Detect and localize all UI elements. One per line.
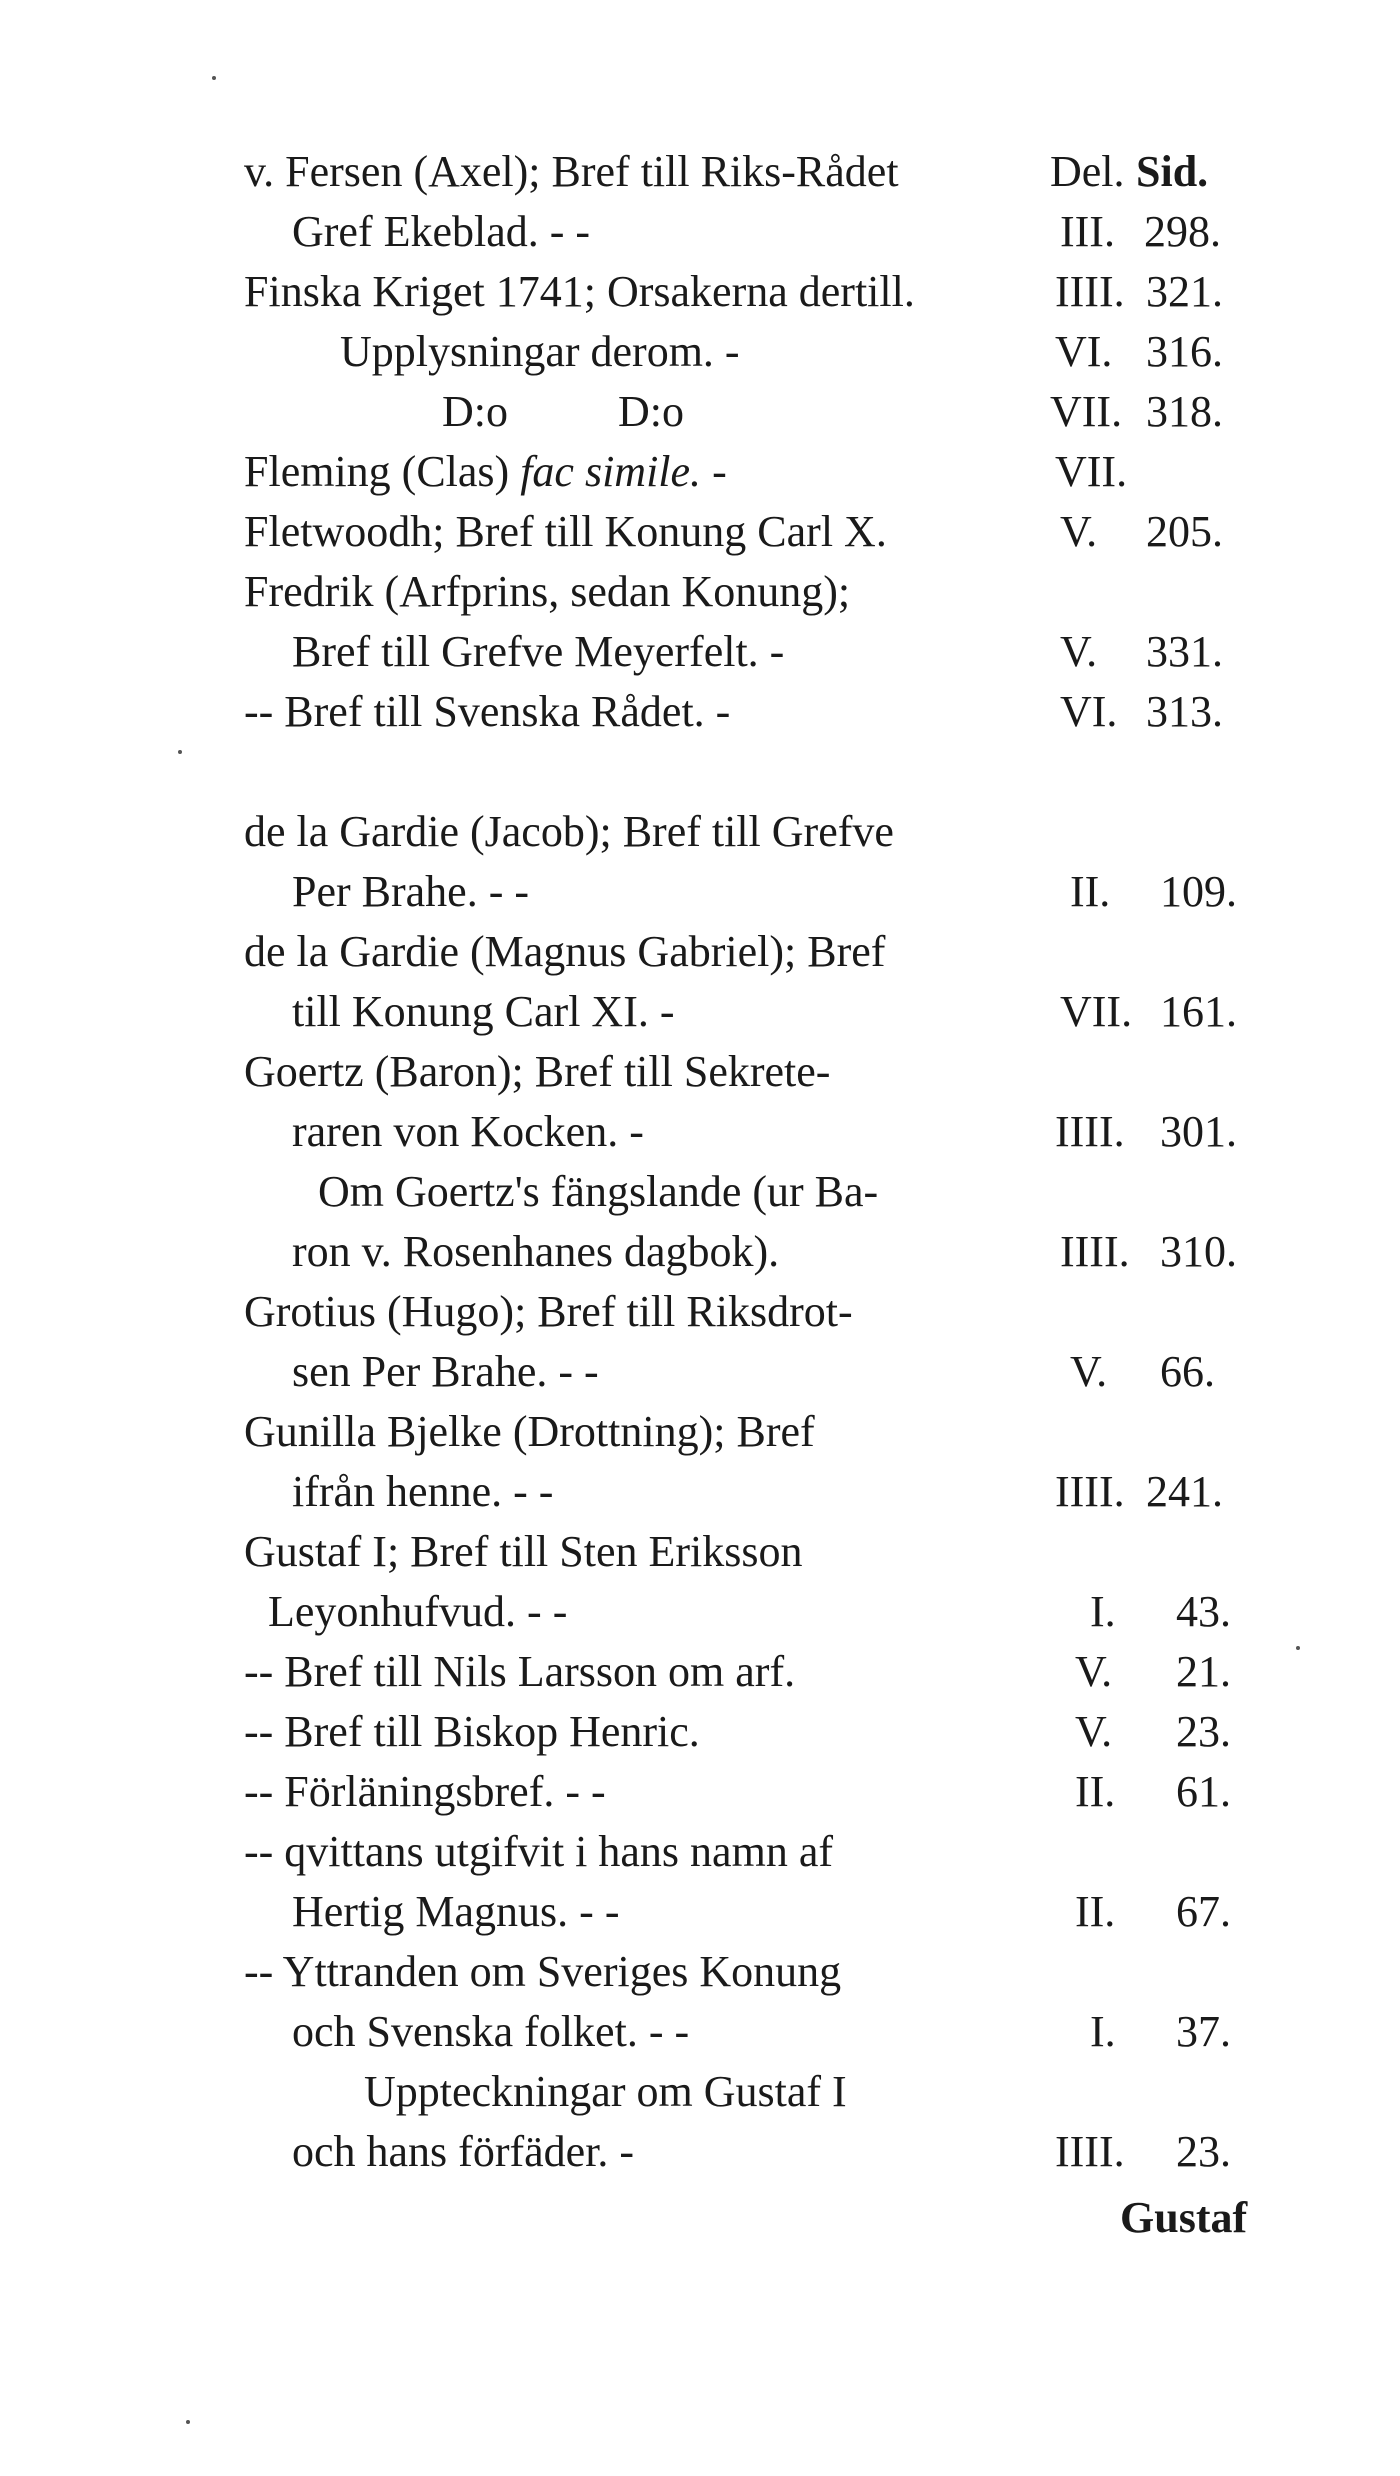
index-entry: [0, 142, 1400, 202]
column-header-del: Del.: [1050, 147, 1125, 196]
entry-text: raren von Kocken. -: [292, 1107, 644, 1156]
index-entry: [0, 2122, 1400, 2182]
catchword: Gustaf: [1120, 2193, 1248, 2242]
entry-text: ifrån henne. - -: [292, 1467, 554, 1516]
index-entry: [0, 1942, 1400, 2002]
index-entry: [0, 1342, 1400, 1402]
index-entry: [0, 1882, 1400, 1942]
entry-volume: V.: [1075, 1647, 1113, 1696]
entry-text: -- Yttranden om Sveriges Konung: [244, 1947, 842, 1996]
entry-text: de la Gardie (Magnus Gabriel); Bref: [244, 927, 886, 976]
entry-text: -- qvittans utgifvit i hans namn af: [244, 1827, 833, 1876]
entry-page: 109.: [1160, 867, 1237, 916]
entry-volume: IIII.: [1055, 1467, 1125, 1516]
index-entry: [0, 1162, 1400, 1222]
entry-volume: III.: [1060, 207, 1115, 256]
entry-page: 321.: [1146, 267, 1223, 316]
entry-page: 37.: [1176, 2007, 1231, 2056]
entry-page: 316.: [1146, 327, 1223, 376]
entry-page: 298.: [1144, 207, 1221, 256]
entry-text: Om Goertz's fängslande (ur Ba-: [318, 1167, 879, 1216]
entry-volume: V.: [1060, 627, 1098, 676]
index-entry: [0, 262, 1400, 322]
entry-volume: II.: [1070, 867, 1111, 916]
entry-text: Bref till Grefve Meyerfelt. -: [292, 627, 785, 676]
entry-text: Upplysningar derom. -: [340, 327, 740, 376]
entry-page: 66.: [1160, 1347, 1215, 1396]
column-header-sid: Sid.: [1136, 147, 1209, 196]
index-entry: [0, 922, 1400, 982]
index-entry: [0, 1462, 1400, 1522]
entry-text: v. Fersen (Axel); Bref till Riks-Rådet: [244, 147, 899, 196]
index-entry: [0, 622, 1400, 682]
entry-volume: VI.: [1055, 327, 1113, 376]
entry-text: Gustaf I; Bref till Sten Eriksson: [244, 1527, 803, 1576]
index-entry: [0, 862, 1400, 922]
index-entry: [0, 1102, 1400, 1162]
entry-page: 61.: [1176, 1767, 1231, 1816]
paper-speck: [1296, 1646, 1300, 1650]
index-entry: [0, 382, 1400, 442]
entry-text: ron v. Rosenhanes dagbok).: [292, 1227, 780, 1276]
index-entry: [0, 1702, 1400, 1762]
entry-volume: VI.: [1060, 687, 1118, 736]
index-entry: [0, 442, 1400, 502]
index-entry: [0, 982, 1400, 1042]
entry-text: Goertz (Baron); Bref till Sekrete-: [244, 1047, 831, 1096]
index-entry: [0, 1042, 1400, 1102]
entry-text: Fleming (Clas) fac simile. -: [244, 447, 727, 496]
entry-text: Uppteckningar om Gustaf I: [364, 2067, 847, 2116]
entry-page: 21.: [1176, 1647, 1231, 1696]
entry-page: 161.: [1160, 987, 1237, 1036]
entry-page: 23.: [1176, 1707, 1231, 1756]
index-entry: [0, 502, 1400, 562]
index-entry: [0, 322, 1400, 382]
entry-page: 43.: [1176, 1587, 1231, 1636]
index-entry: [0, 2062, 1400, 2122]
entry-text: Hertig Magnus. - -: [292, 1887, 620, 1936]
entry-page: 313.: [1146, 687, 1223, 736]
entry-volume: I.: [1090, 2007, 1116, 2056]
entry-page: 331.: [1146, 627, 1223, 676]
paper-speck: [186, 2420, 190, 2424]
index-entry: [0, 2002, 1400, 2062]
index-entry: [0, 682, 1400, 742]
index-entry: [0, 1402, 1400, 1462]
index-entry: [0, 1522, 1400, 1582]
entry-text: D:o D:o: [442, 387, 684, 436]
entry-volume: II.: [1075, 1767, 1116, 1816]
entry-page: 23.: [1176, 2127, 1231, 2176]
entry-volume: IIII.: [1055, 1107, 1125, 1156]
index-entry: [0, 1222, 1400, 1282]
index-entry: [0, 202, 1400, 262]
entry-volume: IIII.: [1060, 1227, 1130, 1276]
entry-volume: VII.: [1055, 447, 1128, 496]
entry-text: sen Per Brahe. - -: [292, 1347, 599, 1396]
index-entry: [0, 1822, 1400, 1882]
entry-text: Leyonhufvud. - -: [268, 1587, 568, 1636]
paper-speck: [212, 76, 216, 80]
entry-text: Gunilla Bjelke (Drottning); Bref: [244, 1407, 815, 1456]
entry-text: Gref Ekeblad. - -: [292, 207, 591, 256]
entry-volume: VII.: [1050, 387, 1123, 436]
index-entry: [0, 562, 1400, 622]
entry-volume: IIII.: [1055, 267, 1125, 316]
paper-speck: [178, 750, 182, 754]
entry-text: till Konung Carl XI. -: [292, 987, 675, 1036]
entry-volume: IIII.: [1055, 2127, 1125, 2176]
entry-text: -- Bref till Nils Larsson om arf.: [244, 1647, 796, 1696]
entry-volume: V.: [1060, 507, 1098, 556]
entry-text: de la Gardie (Jacob); Bref till Grefve: [244, 807, 894, 856]
entry-text: -- Förläningsbref. - -: [244, 1767, 606, 1816]
entry-text: -- Bref till Biskop Henric.: [244, 1707, 700, 1756]
entry-text: Finska Kriget 1741; Orsakerna dertill.: [244, 267, 915, 316]
entry-text: Fletwoodh; Bref till Konung Carl X.: [244, 507, 887, 556]
index-entry: [0, 1642, 1400, 1702]
entry-volume: II.: [1075, 1887, 1116, 1936]
entry-page: 241.: [1146, 1467, 1223, 1516]
entry-page: 67.: [1176, 1887, 1231, 1936]
index-entry: [0, 1762, 1400, 1822]
entry-volume: VII.: [1060, 987, 1133, 1036]
entry-text: Fredrik (Arfprins, sedan Konung);: [244, 567, 851, 616]
entry-text: Grotius (Hugo); Bref till Riksdrot-: [244, 1287, 853, 1336]
entry-page: 205.: [1146, 507, 1223, 556]
entry-text: och Svenska folket. - -: [292, 2007, 690, 2056]
index-entry: [0, 802, 1400, 862]
entry-volume: I.: [1090, 1587, 1116, 1636]
entry-text: -- Bref till Svenska Rådet. -: [244, 687, 731, 736]
entry-page: 310.: [1160, 1227, 1237, 1276]
entry-text: och hans förfäder. -: [292, 2127, 635, 2176]
entry-volume: V.: [1075, 1707, 1113, 1756]
entry-volume: V.: [1070, 1347, 1108, 1396]
index-entry: [0, 1282, 1400, 1342]
entry-page: 301.: [1160, 1107, 1237, 1156]
entry-page: 318.: [1146, 387, 1223, 436]
entry-text: Per Brahe. - -: [292, 867, 530, 916]
index-entry: [0, 1582, 1400, 1642]
